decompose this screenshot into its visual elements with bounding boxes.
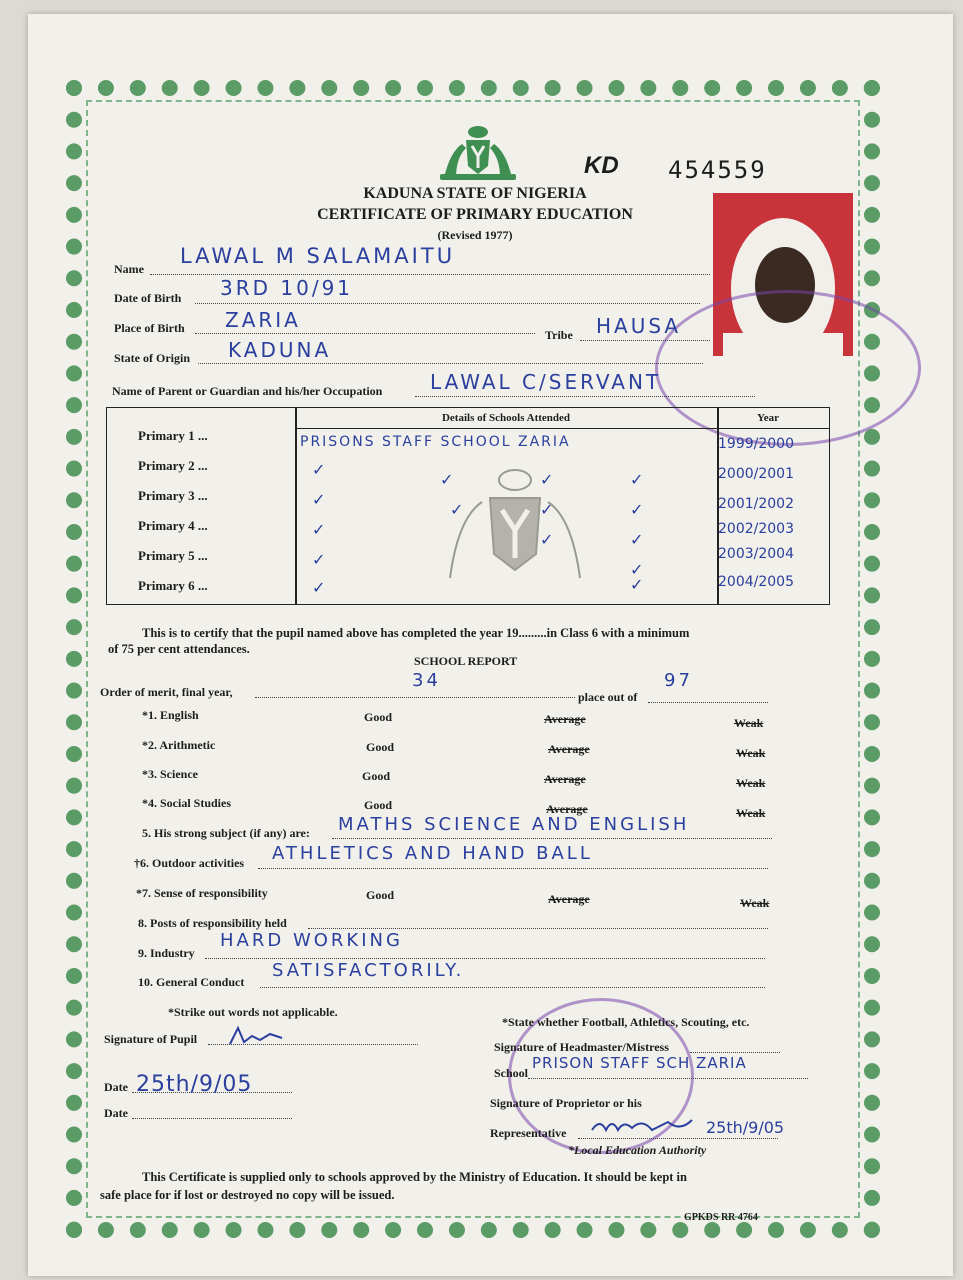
pupil-signature-icon — [226, 1022, 286, 1052]
state-of-origin-label: State of Origin — [114, 351, 190, 365]
dob-label: Date of Birth — [114, 291, 182, 305]
social-weak: Weak — [736, 806, 766, 820]
certificate-title: CERTIFICATE OF PRIMARY EDUCATION — [317, 206, 633, 223]
merit-label: Order of merit, final year, — [100, 685, 233, 699]
strong-subject-value: MATHS SCIENCE AND ENGLISH — [338, 814, 690, 835]
arithmetic-average: Average — [548, 742, 590, 756]
parent-value: LAWAL C/SERVANT — [430, 370, 662, 394]
dob-value: 3RD 10/91 — [220, 276, 354, 300]
coat-of-arms-icon — [436, 122, 520, 182]
primary-3-label: Primary 3 ... — [138, 488, 208, 503]
primary-2-year: 2000/2001 — [718, 466, 794, 482]
code-prefix: KD — [584, 152, 619, 179]
sense-average: Average — [548, 892, 590, 906]
science-good: Good — [362, 769, 391, 783]
arithmetic-good: Good — [366, 740, 395, 754]
industry-label: 9. Industry — [138, 946, 195, 960]
parent-label: Name of Parent or Guardian and his/her Occupation — [112, 384, 383, 398]
year-header: Year — [757, 412, 779, 424]
conduct-label: 10. General Conduct — [138, 975, 245, 989]
school-label: School — [494, 1066, 529, 1080]
subject-science: *3. Science — [142, 767, 198, 781]
print-code: GPKDS RR 4764 — [684, 1212, 758, 1223]
outdoor-value: ATHLETICS AND HAND BALL — [272, 843, 593, 864]
science-weak: Weak — [736, 776, 766, 790]
notice-line-2: safe place for if lost or destroyed no copy will be issued. — [100, 1188, 395, 1202]
place-of-birth-value: ZARIA — [225, 308, 301, 332]
notice-line-1: This Certificate is supplied only to schools approved by the Ministry of Education. It should be kept in — [142, 1170, 687, 1184]
primary-6-year: 2004/2005 — [718, 574, 794, 590]
primary-2-label: Primary 2 ... — [138, 458, 208, 473]
social-average: Average — [546, 802, 588, 816]
name-value: LAWAL M SALAMAITU — [180, 244, 456, 268]
watermark-arms-icon — [430, 458, 600, 588]
representative-signature-icon — [588, 1112, 698, 1140]
primary-3-school: ✓ — [312, 490, 326, 509]
merit-value: 34 — [412, 670, 441, 691]
state-title: KADUNA STATE OF NIGERIA — [363, 185, 587, 202]
name-label: Name — [114, 262, 144, 276]
primary-5-school: ✓ — [312, 550, 326, 569]
subject-social-studies: *4. Social Studies — [142, 796, 232, 810]
representative-date: 25th/9/05 — [706, 1118, 785, 1137]
primary-5-label: Primary 5 ... — [138, 548, 208, 563]
details-header: Details of Schools Attended — [441, 412, 571, 424]
place-of-birth-label: Place of Birth — [114, 321, 185, 335]
primary-4-label: Primary 4 ... — [138, 518, 208, 533]
english-weak: Weak — [734, 716, 764, 730]
state-note: *State whether Football, Athletics, Scouting, etc. — [502, 1015, 750, 1029]
pupil-signature-label: Signature of Pupil — [104, 1032, 198, 1046]
date-value: 25th/9/05 — [136, 1072, 253, 1097]
primary-4-year: 2002/2003 — [718, 521, 794, 537]
industry-value: HARD WORKING — [220, 930, 403, 951]
primary-1-label: Primary 1 ... — [138, 428, 208, 443]
english-average: Average — [544, 712, 586, 726]
proprietor-label: Signature of Proprietor or his — [490, 1096, 642, 1110]
revision-note: (Revised 1977) — [437, 228, 513, 242]
certify-line-1: This is to certify that the pupil named above has completed the year 19.........in Class 6 with a minimum — [142, 626, 690, 640]
primary-4-school: ✓ — [312, 520, 326, 539]
serial-number: 454559 — [668, 156, 767, 184]
english-good: Good — [364, 710, 393, 724]
subject-arithmetic: *2. Arithmetic — [142, 738, 216, 752]
place-out-label: place out of — [578, 690, 638, 704]
authority-note: *Local Education Authority — [568, 1143, 707, 1157]
date-2-label: Date — [104, 1106, 128, 1120]
place-out-value: 97 — [664, 670, 693, 691]
sense-weak: Weak — [740, 896, 770, 910]
conduct-value: SATISFACTORILY. — [272, 960, 465, 981]
representative-label: Representative — [490, 1126, 567, 1140]
school-report-title: SCHOOL REPORT — [414, 654, 518, 668]
primary-5-year: 2003/2004 — [718, 546, 794, 562]
subject-english: *1. English — [142, 708, 199, 722]
posts-label: 8. Posts of responsibility held — [138, 916, 287, 930]
tribe-value: HAUSA — [596, 314, 682, 338]
tribe-label: Tribe — [545, 328, 573, 342]
primary-1-year: 1999/2000 — [718, 436, 794, 452]
primary-2-school: ✓ — [312, 460, 326, 479]
primary-3-year: 2001/2002 — [718, 496, 794, 512]
date-label: Date — [104, 1080, 128, 1094]
headmaster-signature-label: Signature of Headmaster/Mistress — [494, 1040, 669, 1054]
certify-line-2: of 75 per cent attendances. — [108, 642, 250, 656]
outdoor-label: †6. Outdoor activities — [134, 856, 245, 870]
social-good: Good — [364, 798, 393, 812]
arithmetic-weak: Weak — [736, 746, 766, 760]
sense-good: Good — [366, 888, 395, 902]
primary-1-school: PRISONS STAFF SCHOOL ZARIA — [300, 434, 571, 450]
strike-note: *Strike out words not applicable. — [168, 1005, 338, 1019]
school-value: PRISON STAFF SCH ZARIA — [532, 1054, 747, 1072]
strong-subject-label: 5. His strong subject (if any) are: — [142, 826, 310, 840]
primary-6-label: Primary 6 ... — [138, 578, 208, 593]
science-average: Average — [544, 772, 586, 786]
state-of-origin-value: KADUNA — [228, 338, 332, 362]
primary-6-school: ✓ — [312, 578, 326, 597]
sense-label: *7. Sense of responsibility — [136, 886, 268, 900]
